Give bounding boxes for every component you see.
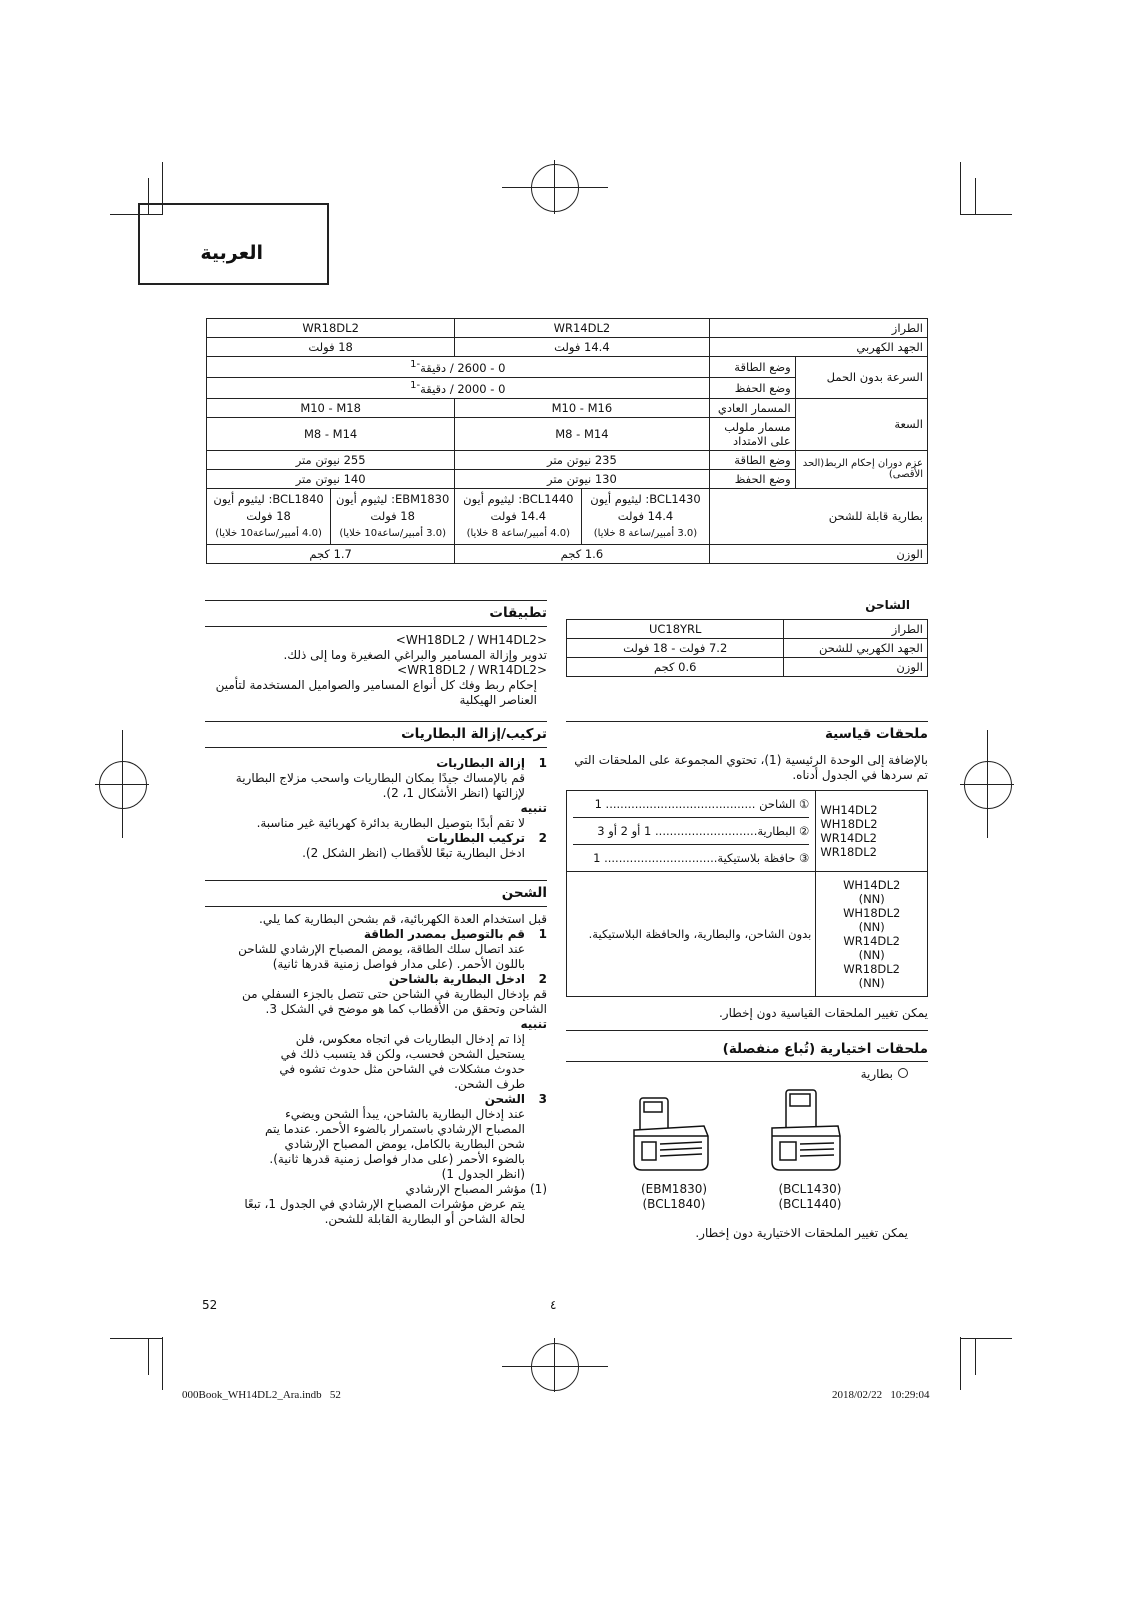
step-text: ادخل البطارية تبعًا للأقطاب (انظر الشكل 2). xyxy=(302,846,525,860)
charger-table xyxy=(566,619,928,677)
cell: 140 نيوتن متر xyxy=(207,469,455,488)
model-line: (NN) xyxy=(858,920,885,934)
apps-line: <WH18DL2 / WH14DL2> xyxy=(395,633,547,647)
sub-label: مسمار ملولب على الامتداد xyxy=(709,417,795,450)
apps-line: تدوير وإزالة المسامير والبراغي الصغيرة وما إلى ذلك. xyxy=(283,648,547,662)
cell: 7.2 فولت - 18 فولت xyxy=(567,639,784,658)
step-title: ادخل البطارية بالشاحن xyxy=(388,972,525,986)
table-row xyxy=(567,620,928,639)
battery-cell xyxy=(455,488,582,544)
battery-line: 18 فولت xyxy=(370,508,415,523)
table-row xyxy=(567,872,928,997)
std-acc-note: يمكن تغيير الملحقات القياسية دون إخطار. xyxy=(718,1006,928,1020)
section-rule xyxy=(205,721,547,722)
std-acc-intro: بالإضافة إلى الوحدة الرئيسية (1)، تحتوي المجموعة على الملحقات التي تم سردها في الجدول أدناه. xyxy=(574,753,928,782)
sub-label: المسمار العادي xyxy=(709,398,795,417)
step-title: الشحن xyxy=(484,1092,525,1106)
noload-save-value: 0 - 2000 / دقيقة xyxy=(420,381,506,396)
crop-mark xyxy=(148,1338,149,1375)
charging-body xyxy=(205,912,547,1227)
battery-line: 14.4 فولت xyxy=(617,508,674,523)
table-row xyxy=(207,319,928,338)
crop-mark xyxy=(960,214,1012,215)
battery-cell xyxy=(331,488,455,544)
table-row xyxy=(207,544,928,563)
footer-date: 2018/02/22 10:29:04 xyxy=(832,1389,930,1401)
spec-table xyxy=(206,318,928,564)
model-line: WH14DL2 xyxy=(820,803,878,817)
acc-item: ① الشاحن ......................................... 1 xyxy=(573,791,809,818)
row-label: الوزن xyxy=(784,658,928,677)
model-line: WH18DL2 xyxy=(820,817,878,831)
std-acc-table xyxy=(566,790,928,997)
language-label: العربية xyxy=(200,242,263,264)
sub-label: وضع الحفظ xyxy=(709,377,795,398)
batt-step-2 xyxy=(205,831,547,846)
caption-line: (BCL1840) xyxy=(642,1197,706,1211)
batt-title: تركيب/إزالة البطاريات xyxy=(401,726,547,742)
section-rule xyxy=(566,1030,928,1031)
section-rule xyxy=(205,600,547,601)
step-text: قم بالإمساك جيدًا بمكان البطاريات واسحب مزلاج البطارية لإزالتها (انظر الأشكال 1، 2). xyxy=(235,771,525,800)
crop-mark xyxy=(975,1338,976,1375)
battery-cell xyxy=(582,488,709,544)
header-model: الطراز xyxy=(709,319,927,338)
cell: M8 - M14 xyxy=(455,417,709,450)
battery-line: (3.0 أمبير/ساعة10 خلايا) xyxy=(339,527,446,539)
opt-battery-line xyxy=(566,1067,908,1082)
cell: 18 فولت xyxy=(207,338,455,357)
row-label: السعة xyxy=(795,398,927,450)
sub-text: يتم عرض مؤشرات المصباح الإرشادي في الجدول 1، تبعًا لحالة الشاحن أو البطارية القابلة للشحن. xyxy=(244,1197,525,1226)
footer-filename: 000Book_WH14DL2_Ara.indb 52 xyxy=(182,1389,341,1401)
battery-illustration-left xyxy=(630,1092,712,1174)
batt-step-1 xyxy=(205,756,547,771)
table-row xyxy=(207,357,928,378)
section-rule xyxy=(566,1061,928,1062)
language-tab xyxy=(138,203,329,285)
registration-circle xyxy=(99,761,147,809)
row-label: بطارية قابلة للشحن xyxy=(709,488,927,544)
battery-line: BCL1440: ليثيوم أيون xyxy=(463,491,574,506)
cell: 0.6 كجم xyxy=(567,658,784,677)
model-line: WR18DL2 xyxy=(843,962,900,976)
cell: 130 نيوتن متر xyxy=(455,469,709,488)
registration-circle xyxy=(531,164,579,212)
acc-item: ② البطارية............................ 1 أو 2 أو 3 xyxy=(573,818,809,845)
row-label: عزم دوران إحكام الربط(الحد الأقصى) xyxy=(795,450,927,488)
step-number: 2 xyxy=(538,831,547,845)
charger-title: الشاحن xyxy=(865,598,910,612)
battery-line: 14.4 فولت xyxy=(490,508,547,523)
models-cell xyxy=(816,791,928,872)
crop-mark xyxy=(975,178,976,215)
row-label: السرعة بدون الحمل xyxy=(795,357,927,399)
table-row xyxy=(207,488,928,544)
cell: 255 نيوتن متر xyxy=(207,450,455,469)
model-line: (NN) xyxy=(858,892,885,906)
charge-step-2 xyxy=(205,972,547,987)
section-rule xyxy=(205,626,547,627)
opt-battery-label: بطارية xyxy=(860,1067,893,1081)
nn-models-cell xyxy=(816,872,928,997)
sub-label: وضع الطاقة xyxy=(709,450,795,469)
opt-acc-title: ملحقات اختيارية (تُباع منفصلة) xyxy=(722,1041,928,1057)
charge-step-3 xyxy=(205,1092,547,1107)
opt-acc-note: يمكن تغيير الملحقات الاختيارية دون إخطار. xyxy=(695,1226,908,1240)
cell: 235 نيوتن متر xyxy=(455,450,709,469)
sub-label: وضع الحفظ xyxy=(709,469,795,488)
step-title: قم بالتوصيل بمصدر الطاقة xyxy=(363,927,525,941)
charging-intro: قبل استخدام العدة الكهربائية، قم بشحن البطارية كما يلي. xyxy=(259,912,547,926)
charging-title: الشحن xyxy=(501,885,547,901)
cell xyxy=(207,377,710,398)
sub-label: وضع الطاقة xyxy=(709,357,795,378)
cell: M10 - M18 xyxy=(207,398,455,417)
model-line: WR14DL2 xyxy=(843,934,900,948)
row-label: الجهد الكهربي للشحن xyxy=(784,639,928,658)
page-number-arabic: ٤ xyxy=(550,1298,557,1312)
step-text: عند إدخال البطارية بالشاحن، يبدأ الشحن ويضيء المصباح الإرشادي باستمرار بالضوء الأحمر. عندما يتم شحن البطارية بالكامل، يومض المصباح الإرشادي بالضوء الأحمر (على مدار فواصل زمنية قدرها ثانية). (انظر الجدول 1) xyxy=(264,1107,525,1181)
nn-text: بدون الشاحن، والبطارية، والحافظة البلاستيكية. xyxy=(567,872,816,997)
battery-line: (4.0 أمبير/ساعة10 خلايا) xyxy=(215,527,322,539)
cell: 14.4 فولت xyxy=(455,338,709,357)
crop-mark xyxy=(110,1338,162,1339)
battery-line: (4.0 أمبير/ساعة 8 خلايا) xyxy=(466,527,571,539)
cell xyxy=(207,357,710,378)
step-text: قم بإدخال البطارية في الشاحن حتى تتصل بالجزء السفلي من الشاحن وتحقق من الأقطاب كما هو موضح في الشكل 3. xyxy=(242,987,547,1016)
sub-title: (1) مؤشر المصباح الإرشادي xyxy=(405,1182,547,1196)
battery-line: 18 فولت xyxy=(246,508,291,523)
battery-illustration-right xyxy=(766,1086,846,1176)
model-line: WH18DL2 xyxy=(843,906,901,920)
table-row xyxy=(567,791,928,872)
cell: UC18YRL xyxy=(567,620,784,639)
caption-line: (EBM1830) xyxy=(640,1182,708,1196)
model-line: (NN) xyxy=(858,976,885,990)
table-row xyxy=(207,398,928,417)
caption-line: (BCL1430) xyxy=(778,1182,842,1196)
std-acc-title: ملحقات قياسية xyxy=(824,726,928,742)
header-wr14: WR14DL2 xyxy=(455,319,709,338)
battery-line: BCL1840: ليثيوم أيون xyxy=(213,491,324,506)
battery-caption-left xyxy=(634,1182,714,1212)
row-label: الطراز xyxy=(784,620,928,639)
battery-line: (3.0 أمبير/ساعة 8 خلايا) xyxy=(593,527,698,539)
step-title: تركيب البطاريات xyxy=(426,831,525,845)
cell: M8 - M14 xyxy=(207,417,455,450)
caption-line: (BCL1440) xyxy=(778,1197,842,1211)
step-number: 1 xyxy=(538,756,547,770)
crop-mark xyxy=(162,1337,163,1390)
caution-label: تنبيه xyxy=(520,801,547,815)
caution-text: لا تقم أبدًا بتوصيل البطارية بدائرة كهربائية غير مناسبة. xyxy=(256,816,525,830)
model-line: WR18DL2 xyxy=(820,845,877,859)
cell: M10 - M16 xyxy=(455,398,709,417)
step-number: 2 xyxy=(538,972,547,986)
step-title: إزالة البطاريات xyxy=(436,756,525,770)
battery-caption-right xyxy=(770,1182,850,1212)
step-text: عند اتصال سلك الطاقة، يومض المصباح الإرشادي للشاحن باللون الأحمر. (على مدار فواصل زمنية قدرها ثانية) xyxy=(238,942,525,971)
bullet-circle xyxy=(898,1068,908,1078)
crop-mark xyxy=(960,162,961,215)
superscript: -1 xyxy=(410,379,421,391)
page-number: 52 xyxy=(202,1298,218,1312)
crop-mark xyxy=(960,1338,1012,1339)
registration-circle xyxy=(531,1343,579,1391)
caution-text: إذا تم إدخال البطاريات في اتجاه معكوس، فلن يستحيل الشحن فحسب، ولكن قد يتسبب ذلك في حدوث مشكلات في الشاحن مثل حدوث تشوه في طرف الشحن. xyxy=(279,1032,525,1091)
charge-step-1 xyxy=(205,927,547,942)
battery-line: BCL1430: ليثيوم أيون xyxy=(590,491,701,506)
table-row xyxy=(207,450,928,469)
table-row xyxy=(207,338,928,357)
battery-cell xyxy=(207,488,331,544)
table-row xyxy=(567,639,928,658)
crop-mark xyxy=(960,1337,961,1390)
cell: 1.7 كجم xyxy=(207,544,455,563)
section-rule xyxy=(205,747,547,748)
apps-line: إحكام ربط وفك كل أنواع المسامير والصواميل المستخدمة لتأمين العناصر الهيكلية xyxy=(215,678,537,707)
model-line: WH14DL2 xyxy=(843,878,901,892)
registration-circle xyxy=(964,761,1012,809)
items-cell xyxy=(567,791,816,872)
section-rule xyxy=(205,880,547,881)
section-rule xyxy=(205,906,547,907)
step-number: 3 xyxy=(538,1092,547,1106)
row-label: الوزن xyxy=(709,544,927,563)
step-number: 1 xyxy=(538,927,547,941)
apps-line: <WR18DL2 / WR14DL2> xyxy=(397,663,547,677)
header-wr18: WR18DL2 xyxy=(207,319,455,338)
battery-line: EBM1830: ليثيوم أيون xyxy=(336,491,450,506)
cell: 1.6 كجم xyxy=(455,544,709,563)
batt-body xyxy=(205,756,547,861)
table-row xyxy=(567,658,928,677)
caution-label: تنبيه xyxy=(520,1017,547,1031)
model-line: WR14DL2 xyxy=(820,831,877,845)
apps-title: تطبيقات xyxy=(489,605,547,621)
row-label: الجهد الكهربي xyxy=(709,338,927,357)
noload-power-value: 0 - 2600 / دقيقة xyxy=(420,360,506,375)
model-line: (NN) xyxy=(858,948,885,962)
apps-body xyxy=(205,633,547,708)
section-rule xyxy=(566,721,928,722)
superscript: -1 xyxy=(410,359,421,370)
acc-item: ③ حافظة بلاستيكية............................... 1 xyxy=(593,851,810,865)
